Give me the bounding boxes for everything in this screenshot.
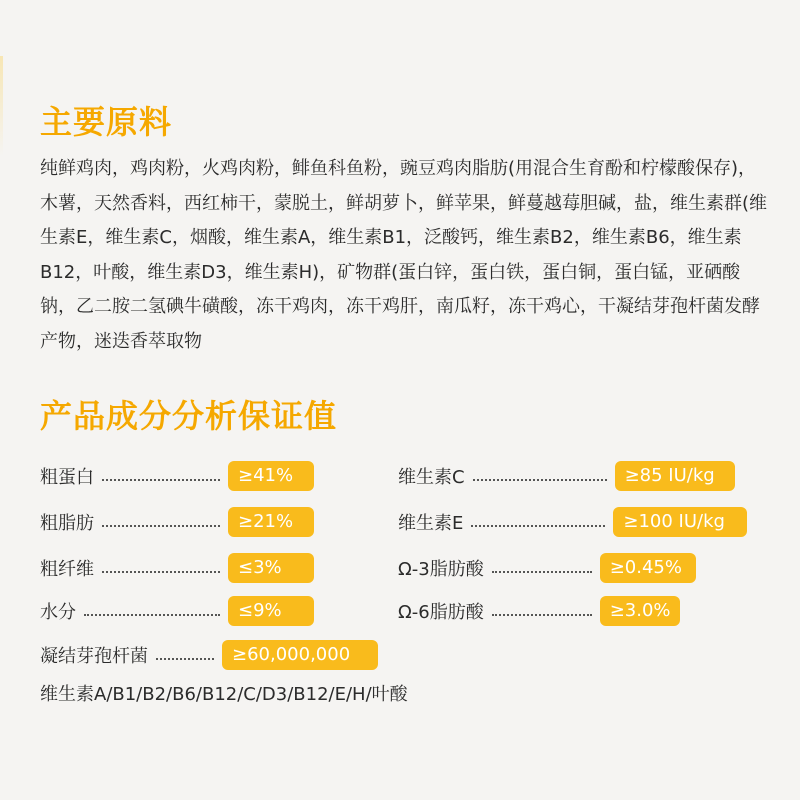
dotted-leader [471,521,605,527]
analysis-row-omega-6 [398,596,680,626]
analysis-row-omega-3 [398,553,696,583]
analysis-row-bacillus-coagulans [40,640,378,670]
dotted-leader [492,610,592,616]
analysis-label: 粗蛋白 [40,467,94,488]
analysis-row-moisture [40,596,314,626]
analysis-row-vitamin-e [398,507,747,537]
analysis-label: 维生素E [398,513,464,534]
value-badge: ≥0.45% [600,553,696,583]
dotted-leader [102,521,220,527]
vitamin-list: 维生素A/B1/B2/B6/B12/C/D3/B12/E/H/叶酸 [40,684,408,705]
analysis-label: 水分 [40,602,76,623]
dotted-leader [84,610,220,616]
value-badge: ≤3% [228,553,314,583]
value-badge: ≥85 IU/kg [615,461,735,491]
value-badge: ≥60,000,000 [222,640,378,670]
analysis-label: 粗脂肪 [40,513,94,534]
value-badge: ≥41% [228,461,314,491]
analysis-title: 产品成分分析保证值 [40,397,338,435]
analysis-label: Ω-6脂肪酸 [398,602,484,623]
analysis-label: Ω-3脂肪酸 [398,559,484,580]
dotted-leader [473,475,607,481]
dotted-leader [102,475,220,481]
value-badge: ≥21% [228,507,314,537]
analysis-row-crude-fat [40,507,314,537]
value-badge: ≥3.0% [600,596,680,626]
value-badge: ≤9% [228,596,314,626]
dotted-leader [156,654,214,660]
value-badge: ≥100 IU/kg [613,507,747,537]
analysis-row-crude-fiber [40,553,314,583]
analysis-row-crude-protein [40,461,314,491]
analysis-label: 维生素C [398,467,465,488]
ingredients-title: 主要原料 [40,103,173,141]
analysis-row-vitamin-c [398,461,735,491]
dotted-leader [492,567,592,573]
analysis-label: 粗纤维 [40,559,94,580]
ingredients-text: 纯鲜鸡肉，鸡肉粉，火鸡肉粉，鲱鱼科鱼粉，豌豆鸡肉脂肪(用混合生育酚和柠檬酸保存)，木薯，天然香料，西红柿干，蒙脱土，鲜胡萝卜，鲜苹果，鲜蔓越莓胆碱，盐，维生素群(维生素E，维生素C，烟酸，维生素A，维生素B1，泛酸钙，维生素B2，维生素B6，维生素B12，叶酸，维生素D3，维生素H)，矿物群(蛋白锌，蛋白铁，蛋白铜，蛋白锰，亚硒酸钠，乙二胺二氢碘牛磺酸，冻干鸡肉，冻干鸡肝，南瓜籽，冻干鸡心，干凝结芽孢杆菌发酵产物，迷迭香萃取物 [40,158,768,352]
dotted-leader [102,567,220,573]
analysis-label: 凝结芽孢杆菌 [40,646,148,667]
edge-decoration [0,56,3,156]
